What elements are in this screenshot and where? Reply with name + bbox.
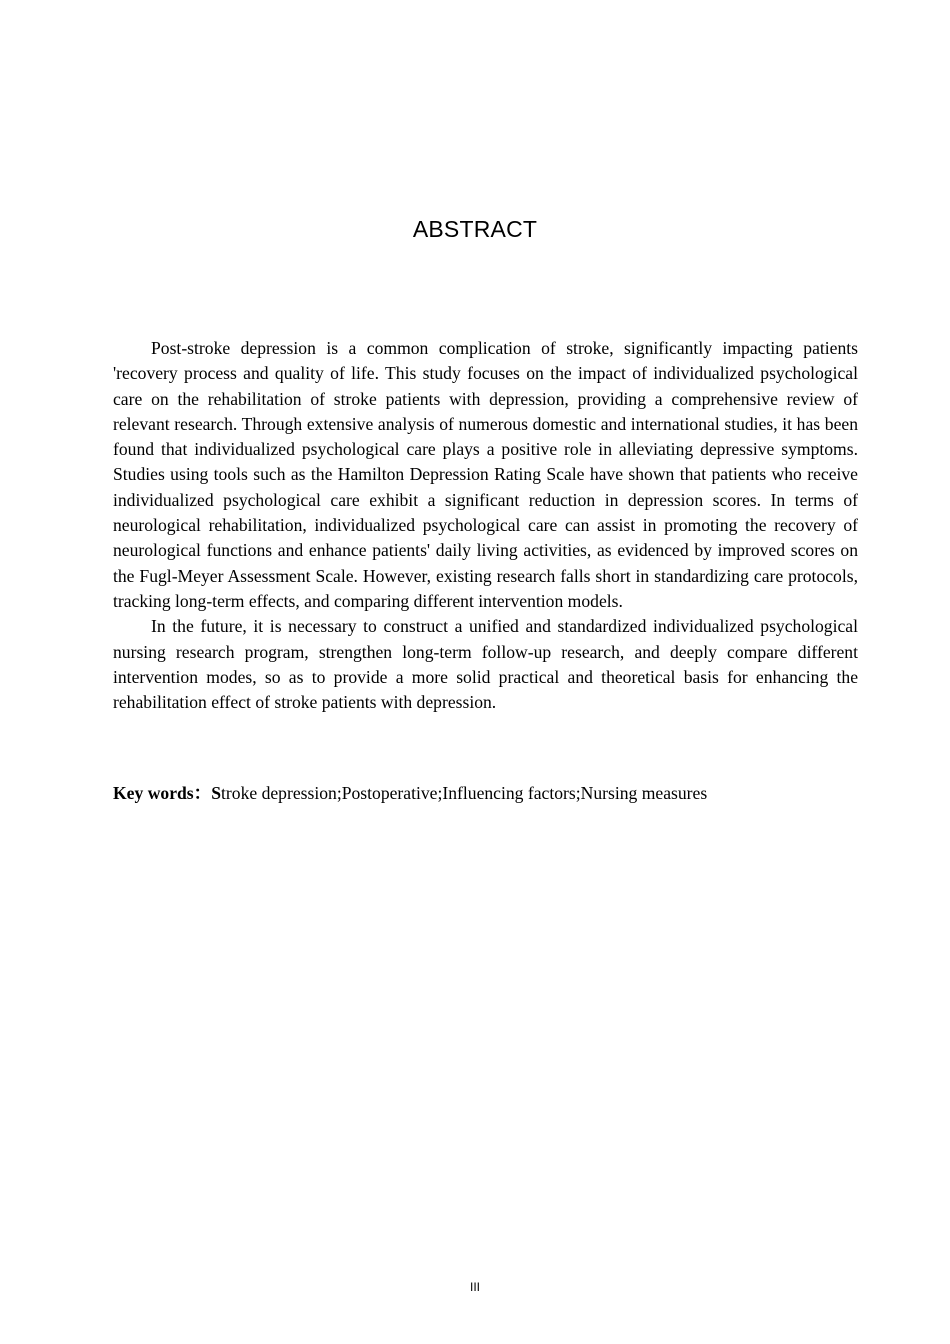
- page-number: III: [469, 1280, 480, 1294]
- keywords-list: troke depression;Postoperative;Influencing factors;Nursing measures: [221, 783, 708, 803]
- abstract-title: ABSTRACT: [412, 216, 538, 242]
- keywords-label: Key words：: [113, 783, 212, 803]
- abstract-paragraph-1: Post-stroke depression is a common complication of stroke, significantly impacting patients 'recovery process and quality of life. This study focuses on the impact of individualized psychological care on the rehabilitation of stroke patients with depression, providing a comprehensive review of relevant research. Through extensive analysis of numerous domestic and international studies, it has been found that individualized psychological care plays a positive role in alleviating depressive symptoms. Studies using tools such as the Hamilton Depression Rating Scale have shown that patients who receive individualized psychological care exhibit a significant reduction in depression scores. In terms of neurological rehabilitation, individualized psychological care can assist in promoting the recovery of neurological functions and enhance patients' daily living activities, as evidenced by improved scores on the Fugl-Meyer Assessment Scale. However, existing research falls short in standardizing care protocols, tracking long-term effects, and comparing different intervention models.: [113, 338, 858, 611]
- keywords-line: [113, 781, 873, 806]
- abstract-paragraph-2: In the future, it is necessary to construct a unified and standardized individualized psychological nursing research program, strengthen long-term follow-up research, and deeply compare different intervention modes, so as to provide a more solid practical and theoretical basis for enhancing the rehabilitation effect of stroke patients with depression.: [113, 616, 858, 713]
- keywords-first-letter: S: [211, 783, 222, 803]
- abstract-body: [113, 336, 858, 715]
